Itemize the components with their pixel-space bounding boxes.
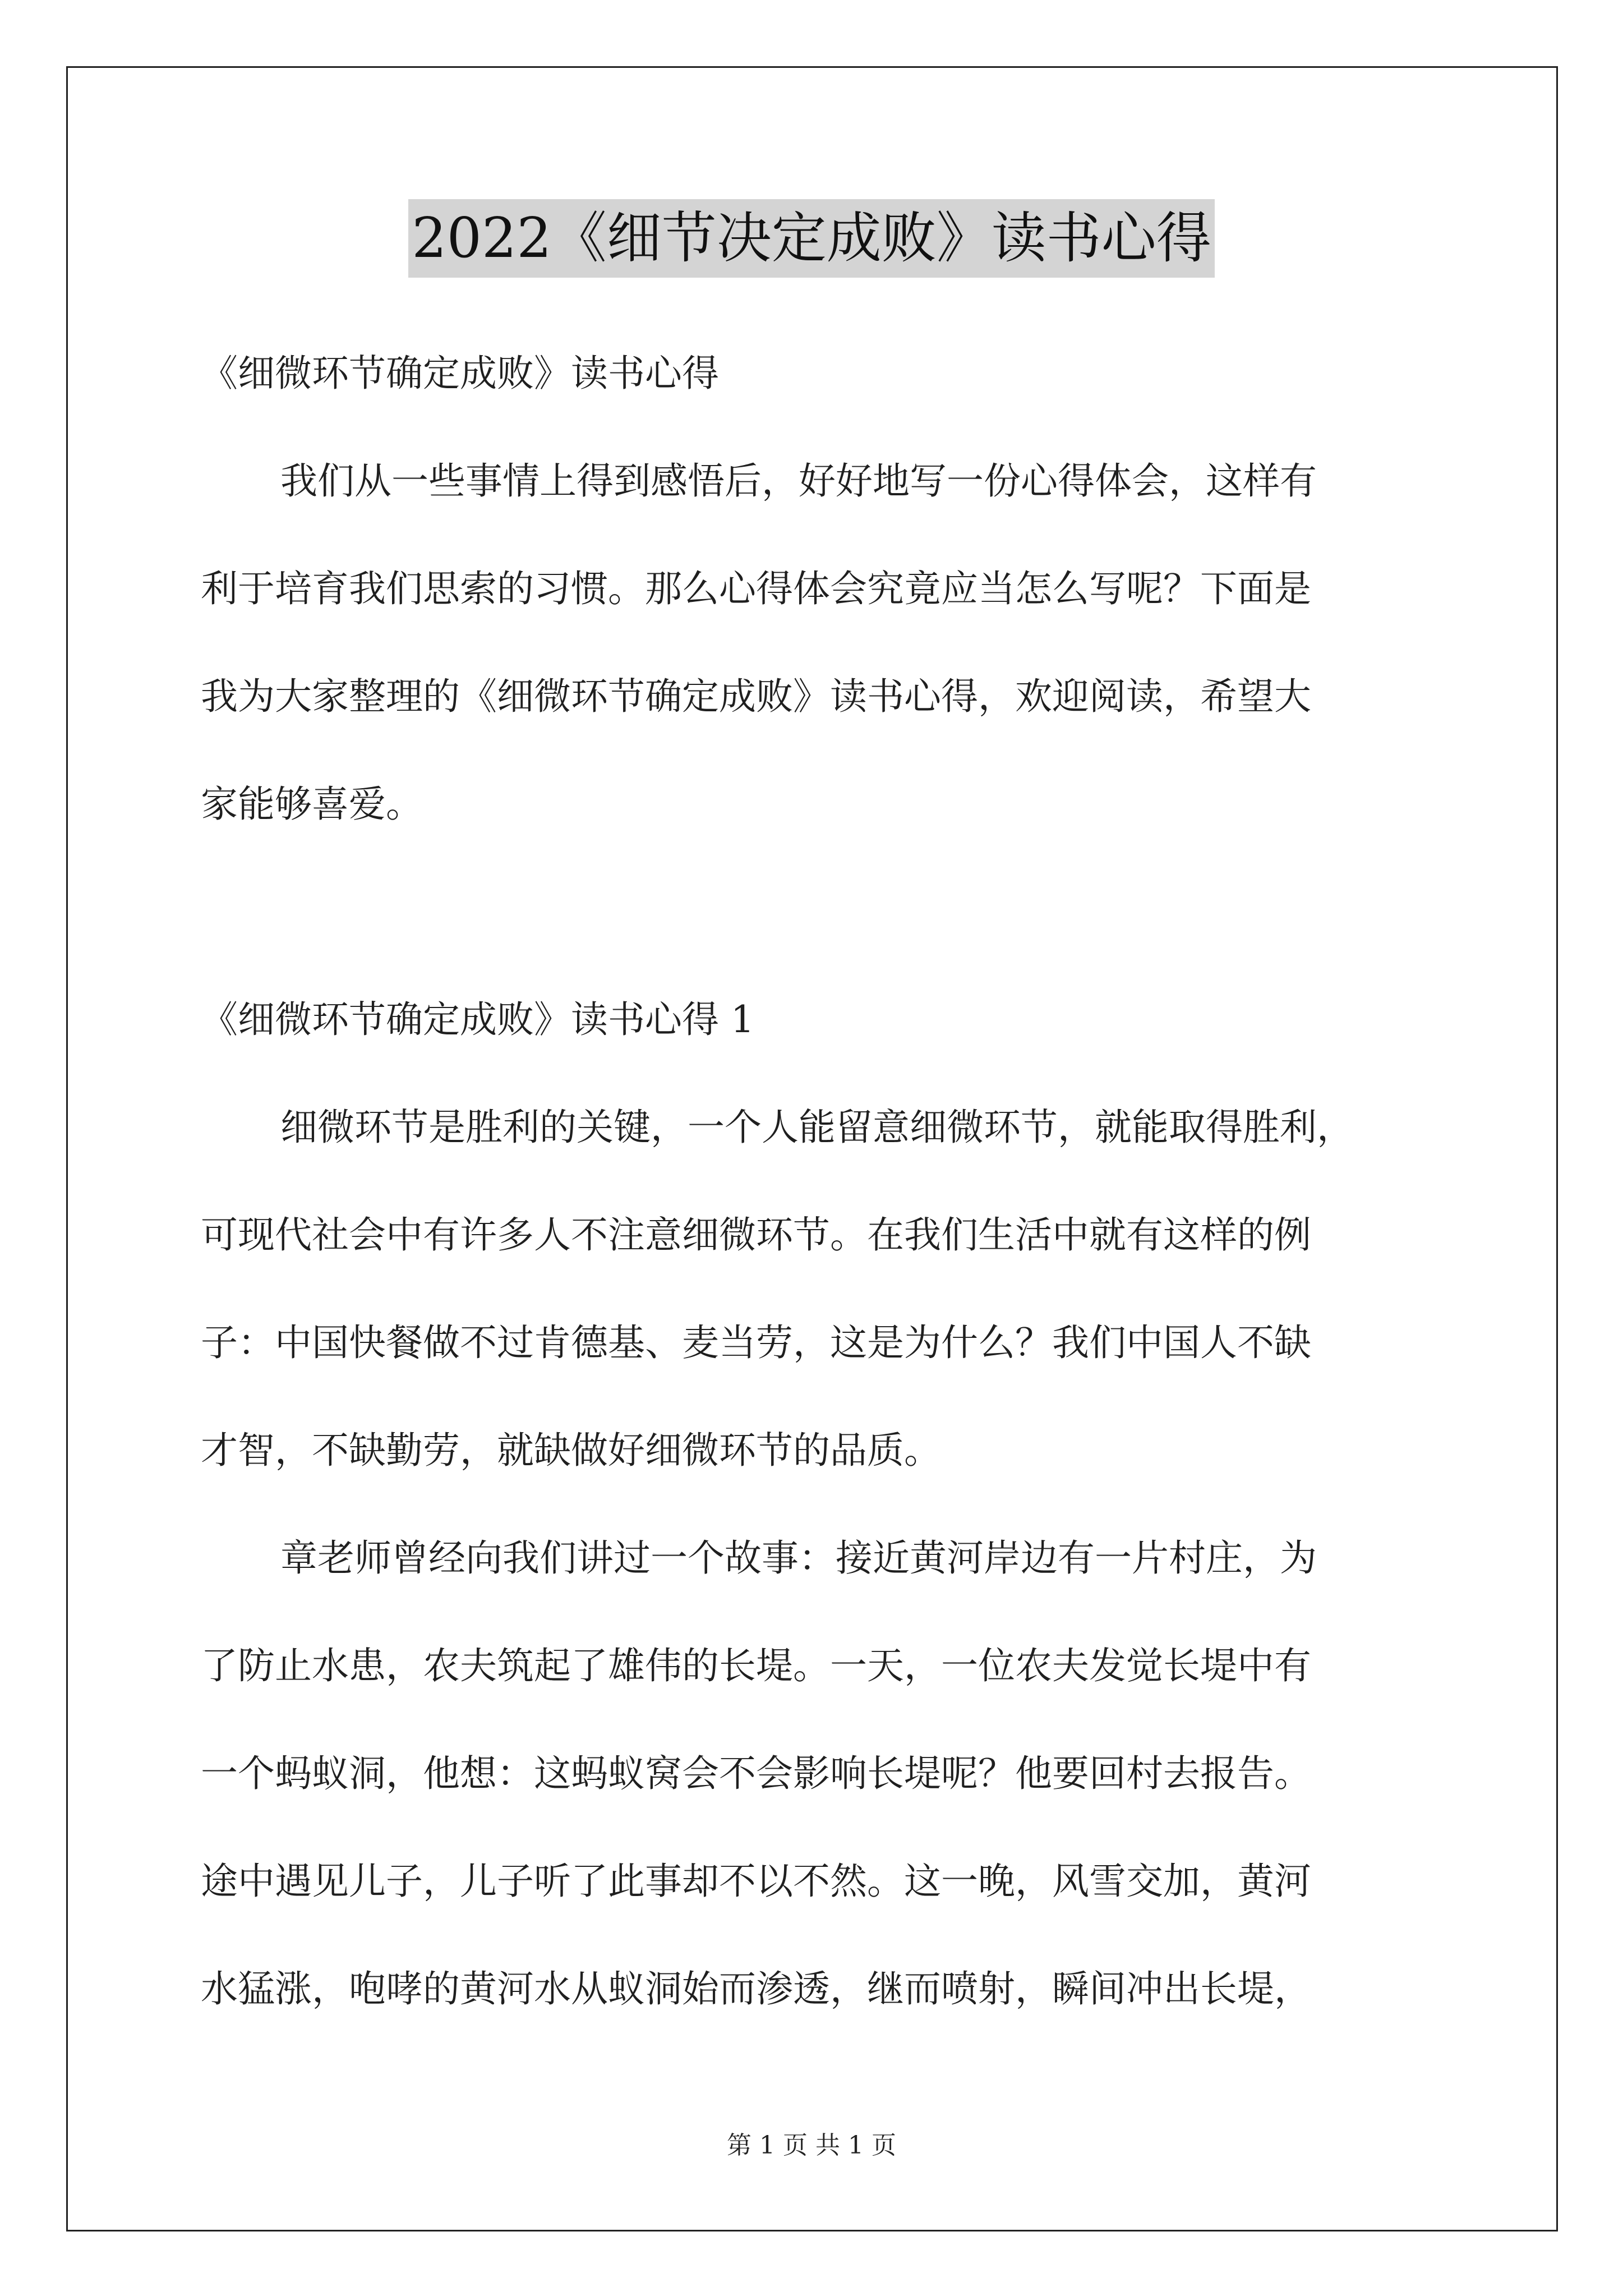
paragraph-line: 水猛涨，咆哮的黄河水从蚁洞始而渗透，继而喷射，瞬间冲出长堤， <box>201 1967 1311 2010</box>
paragraph-line: 子：中国快餐做不过肯德基、麦当劳，这是为什么？我们中国人不缺 <box>201 1321 1311 1364</box>
document-title: 2022《细节决定成败》读书心得 <box>408 199 1214 278</box>
section-heading: 《细微环节确定成败》读书心得 1 <box>201 998 754 1041</box>
page-footer: 第 1 页 共 1 页 <box>727 2131 896 2160</box>
paragraph-line: 细微环节是胜利的关键，一个人能留意细微环节，就能取得胜利， <box>280 1106 1354 1149</box>
document-body <box>201 320 1457 2043</box>
paragraph-line: 可现代社会中有许多人不注意细微环节。在我们生活中就有这样的例 <box>201 1213 1311 1257</box>
paragraph-line: 章老师曾经向我们讲过一个故事：接近黄河岸边有一片村庄，为 <box>280 1536 1317 1580</box>
paragraph-line: 利于培育我们思索的习惯。那么心得体会究竟应当怎么写呢？下面是 <box>201 567 1311 610</box>
paragraph-line: 才智，不缺勤劳，就缺做好细微环节的品质。 <box>201 1429 941 1472</box>
paragraph-line: 了防止水患，农夫筑起了雄伟的长堤。一天，一位农夫发觉长堤中有 <box>201 1644 1311 1687</box>
paragraph-line: 一个蚂蚁洞，他想：这蚂蚁窝会不会影响长堤呢？他要回村去报告。 <box>201 1752 1311 1795</box>
title-container <box>0 199 1623 278</box>
section-heading: 《细微环节确定成败》读书心得 <box>201 352 719 395</box>
paragraph-line: 途中遇见儿子，儿子听了此事却不以不然。这一晚，风雪交加，黄河 <box>201 1860 1311 1903</box>
paragraph-line: 我们从一些事情上得到感悟后，好好地写一份心得体会，这样有 <box>280 459 1317 503</box>
paragraph-gap <box>201 858 1457 966</box>
paragraph-line: 我为大家整理的《细微环节确定成败》读书心得，欢迎阅读，希望大 <box>201 675 1311 718</box>
paragraph-line: 家能够喜爱。 <box>201 783 423 826</box>
